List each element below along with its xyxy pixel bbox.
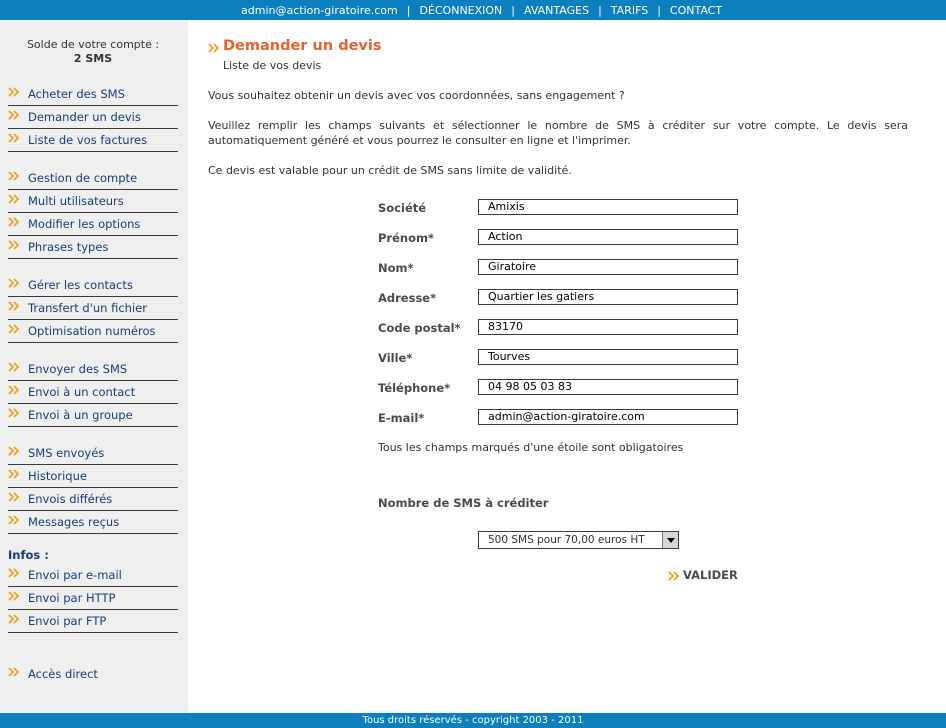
form-row-firstname	[378, 229, 738, 249]
double-chevron-right-icon	[8, 446, 20, 456]
required-fields-note: Tous les champs marqués d'une étoile sont obligatoires	[378, 441, 684, 454]
form-row-phone	[378, 379, 738, 399]
company-label: Société	[378, 201, 427, 215]
double-chevron-right-icon	[8, 324, 20, 334]
sidebar-item-label: Envoi par e-mail	[28, 568, 122, 582]
company-field[interactable]: Amixis	[478, 199, 738, 215]
address-label: Adresse*	[378, 291, 437, 305]
validate-label: VALIDER	[683, 568, 738, 582]
quotes-list-link[interactable]: Liste de vos devis	[223, 59, 322, 72]
double-chevron-right-icon	[8, 217, 20, 227]
email-field[interactable]: admin@action-giratoire.com	[478, 409, 738, 425]
double-chevron-right-icon	[8, 667, 20, 677]
nav-separator: |	[598, 4, 602, 17]
double-chevron-right-icon	[208, 43, 220, 53]
firstname-field[interactable]: Action	[478, 229, 738, 245]
sidebar-item-number-optimization[interactable]	[8, 320, 178, 343]
double-chevron-right-icon	[8, 385, 20, 395]
advantages-link[interactable]: AVANTAGES	[524, 4, 590, 17]
double-chevron-right-icon	[668, 571, 680, 581]
double-chevron-right-icon	[8, 278, 20, 288]
double-chevron-right-icon	[8, 301, 20, 311]
double-chevron-right-icon	[8, 240, 20, 250]
double-chevron-right-icon	[8, 362, 20, 372]
nav-separator: |	[657, 4, 661, 17]
lastname-field[interactable]: Giratoire	[478, 259, 738, 275]
form-row-company	[378, 199, 738, 219]
sidebar-item-label: Envoi par HTTP	[28, 591, 116, 605]
infos-heading: Infos :	[8, 548, 49, 562]
double-chevron-right-icon	[8, 194, 20, 204]
sidebar-item-scheduled-sends[interactable]	[8, 488, 178, 511]
lastname-label: Nom*	[378, 261, 414, 275]
email-label: E-mail*	[378, 411, 425, 425]
sidebar-item-send-by-email[interactable]	[8, 564, 178, 587]
sidebar-item-label: Optimisation numéros	[28, 324, 156, 338]
sms-quantity-label: Nombre de SMS à créditer	[378, 496, 549, 510]
sidebar-item-label: Envoyer des SMS	[28, 362, 128, 376]
sidebar-item-label: Demander un devis	[28, 110, 141, 124]
contact-link[interactable]: CONTACT	[669, 4, 723, 17]
sidebar-item-label: Multi utilisateurs	[28, 194, 124, 208]
double-chevron-right-icon	[8, 568, 20, 578]
postal-code-label: Code postal*	[378, 321, 461, 335]
sidebar-item-send-to-contact[interactable]	[8, 381, 178, 404]
sidebar-item-label: Envois différés	[28, 492, 113, 506]
dropdown-button[interactable]	[662, 532, 678, 548]
double-chevron-right-icon	[8, 492, 20, 502]
sidebar-item-history[interactable]	[8, 465, 178, 488]
form-row-lastname	[378, 259, 738, 279]
sidebar-item-received-messages[interactable]	[8, 511, 178, 534]
double-chevron-right-icon	[8, 614, 20, 624]
phone-field[interactable]: 04 98 05 03 83	[478, 379, 738, 395]
sms-quantity-select[interactable]	[478, 531, 679, 549]
address-field[interactable]: Quartier les gatiers	[478, 289, 738, 305]
sidebar-item-label: SMS envoyés	[28, 446, 105, 460]
sidebar-item-direct-access[interactable]	[8, 663, 178, 686]
page-title: Demander un devis	[223, 38, 382, 54]
sidebar-item-template-phrases[interactable]	[8, 236, 178, 259]
sidebar-item-account-management[interactable]	[8, 167, 178, 190]
sidebar-item-manage-contacts[interactable]	[8, 274, 178, 297]
sidebar-item-invoices[interactable]	[8, 129, 178, 152]
double-chevron-right-icon	[8, 469, 20, 479]
sidebar-item-label: Gérer les contacts	[28, 278, 133, 292]
double-chevron-right-icon	[8, 591, 20, 601]
sidebar-item-label: Modifier les options	[28, 217, 141, 231]
sidebar-item-send-to-group[interactable]	[8, 404, 178, 427]
form-row-address	[378, 289, 738, 309]
logout-link[interactable]: DÉCONNEXION	[419, 4, 503, 17]
sidebar-item-modify-options[interactable]	[8, 213, 178, 236]
sidebar-item-send-by-ftp[interactable]	[8, 610, 178, 633]
sidebar-item-buy-sms[interactable]	[8, 83, 178, 106]
sidebar-item-send-by-http[interactable]	[8, 587, 178, 610]
sidebar-item-label: Transfert d'un fichier	[28, 301, 147, 315]
balance-value: 2 SMS	[73, 52, 113, 65]
double-chevron-right-icon	[8, 408, 20, 418]
main-content	[188, 20, 946, 713]
instructions-text: Veuillez remplir les champs suivants et sélectionner le nombre de SMS à créditer sur votre compte. Le devis sera automatiquement généré et vous pourrez le consulter en ligne et l'imprimer.	[208, 119, 908, 147]
sidebar-item-multi-users[interactable]	[8, 190, 178, 213]
intro-text: Vous souhaitez obtenir un devis avec vos coordonnées, sans engagement ?	[208, 89, 625, 102]
top-navigation-bar	[0, 0, 946, 20]
double-chevron-right-icon	[8, 171, 20, 181]
sidebar-item-request-quote[interactable]	[8, 106, 178, 129]
nav-separator: |	[406, 4, 411, 17]
validity-text: Ce devis est valable pour un crédit de SMS sans limite de validité.	[208, 164, 572, 177]
account-email-link[interactable]: admin@action-giratoire.com	[241, 4, 398, 17]
sidebar-item-label: Acheter des SMS	[28, 87, 125, 101]
account-balance	[0, 38, 186, 66]
form-row-city	[378, 349, 738, 369]
balance-label: Solde de votre compte :	[26, 38, 160, 51]
sidebar-item-label: Gestion de compte	[28, 171, 138, 185]
double-chevron-right-icon	[8, 515, 20, 525]
sidebar-item-label: Accès direct	[28, 667, 98, 681]
top-nav-links	[241, 4, 722, 17]
double-chevron-right-icon	[8, 133, 20, 143]
double-chevron-right-icon	[8, 87, 20, 97]
nav-separator: |	[511, 4, 516, 17]
sidebar-item-sent-sms[interactable]	[8, 442, 178, 465]
sidebar-item-label: Envoi à un groupe	[28, 408, 133, 422]
firstname-label: Prénom*	[378, 231, 434, 245]
phone-label: Téléphone*	[378, 381, 451, 395]
rates-link[interactable]: TARIFS	[610, 4, 649, 17]
sidebar	[0, 20, 188, 713]
sidebar-item-label: Phrases types	[28, 240, 109, 254]
form-row-email	[378, 409, 738, 429]
double-chevron-right-icon	[8, 110, 20, 120]
sidebar-item-label: Envoi par FTP	[28, 614, 107, 628]
city-field[interactable]: Tourves	[478, 349, 738, 365]
copyright-text: Tous droits réservés - copyright 2003 - 2011	[362, 715, 584, 726]
chevron-down-icon	[667, 538, 675, 543]
postal-code-field[interactable]: 83170	[478, 319, 738, 335]
sidebar-item-label: Liste de vos factures	[28, 133, 148, 147]
form-row-postal-code	[378, 319, 738, 339]
sms-quantity-selected: 500 SMS pour 70,00 euros HT	[488, 534, 645, 546]
sidebar-item-file-transfer[interactable]	[8, 297, 178, 320]
sidebar-item-label: Historique	[28, 469, 87, 483]
footer-bar	[0, 713, 946, 728]
sidebar-item-label: Envoi à un contact	[28, 385, 136, 399]
sidebar-item-send-sms[interactable]	[8, 358, 178, 381]
sidebar-item-label: Messages reçus	[28, 515, 120, 529]
city-label: Ville*	[378, 351, 413, 365]
